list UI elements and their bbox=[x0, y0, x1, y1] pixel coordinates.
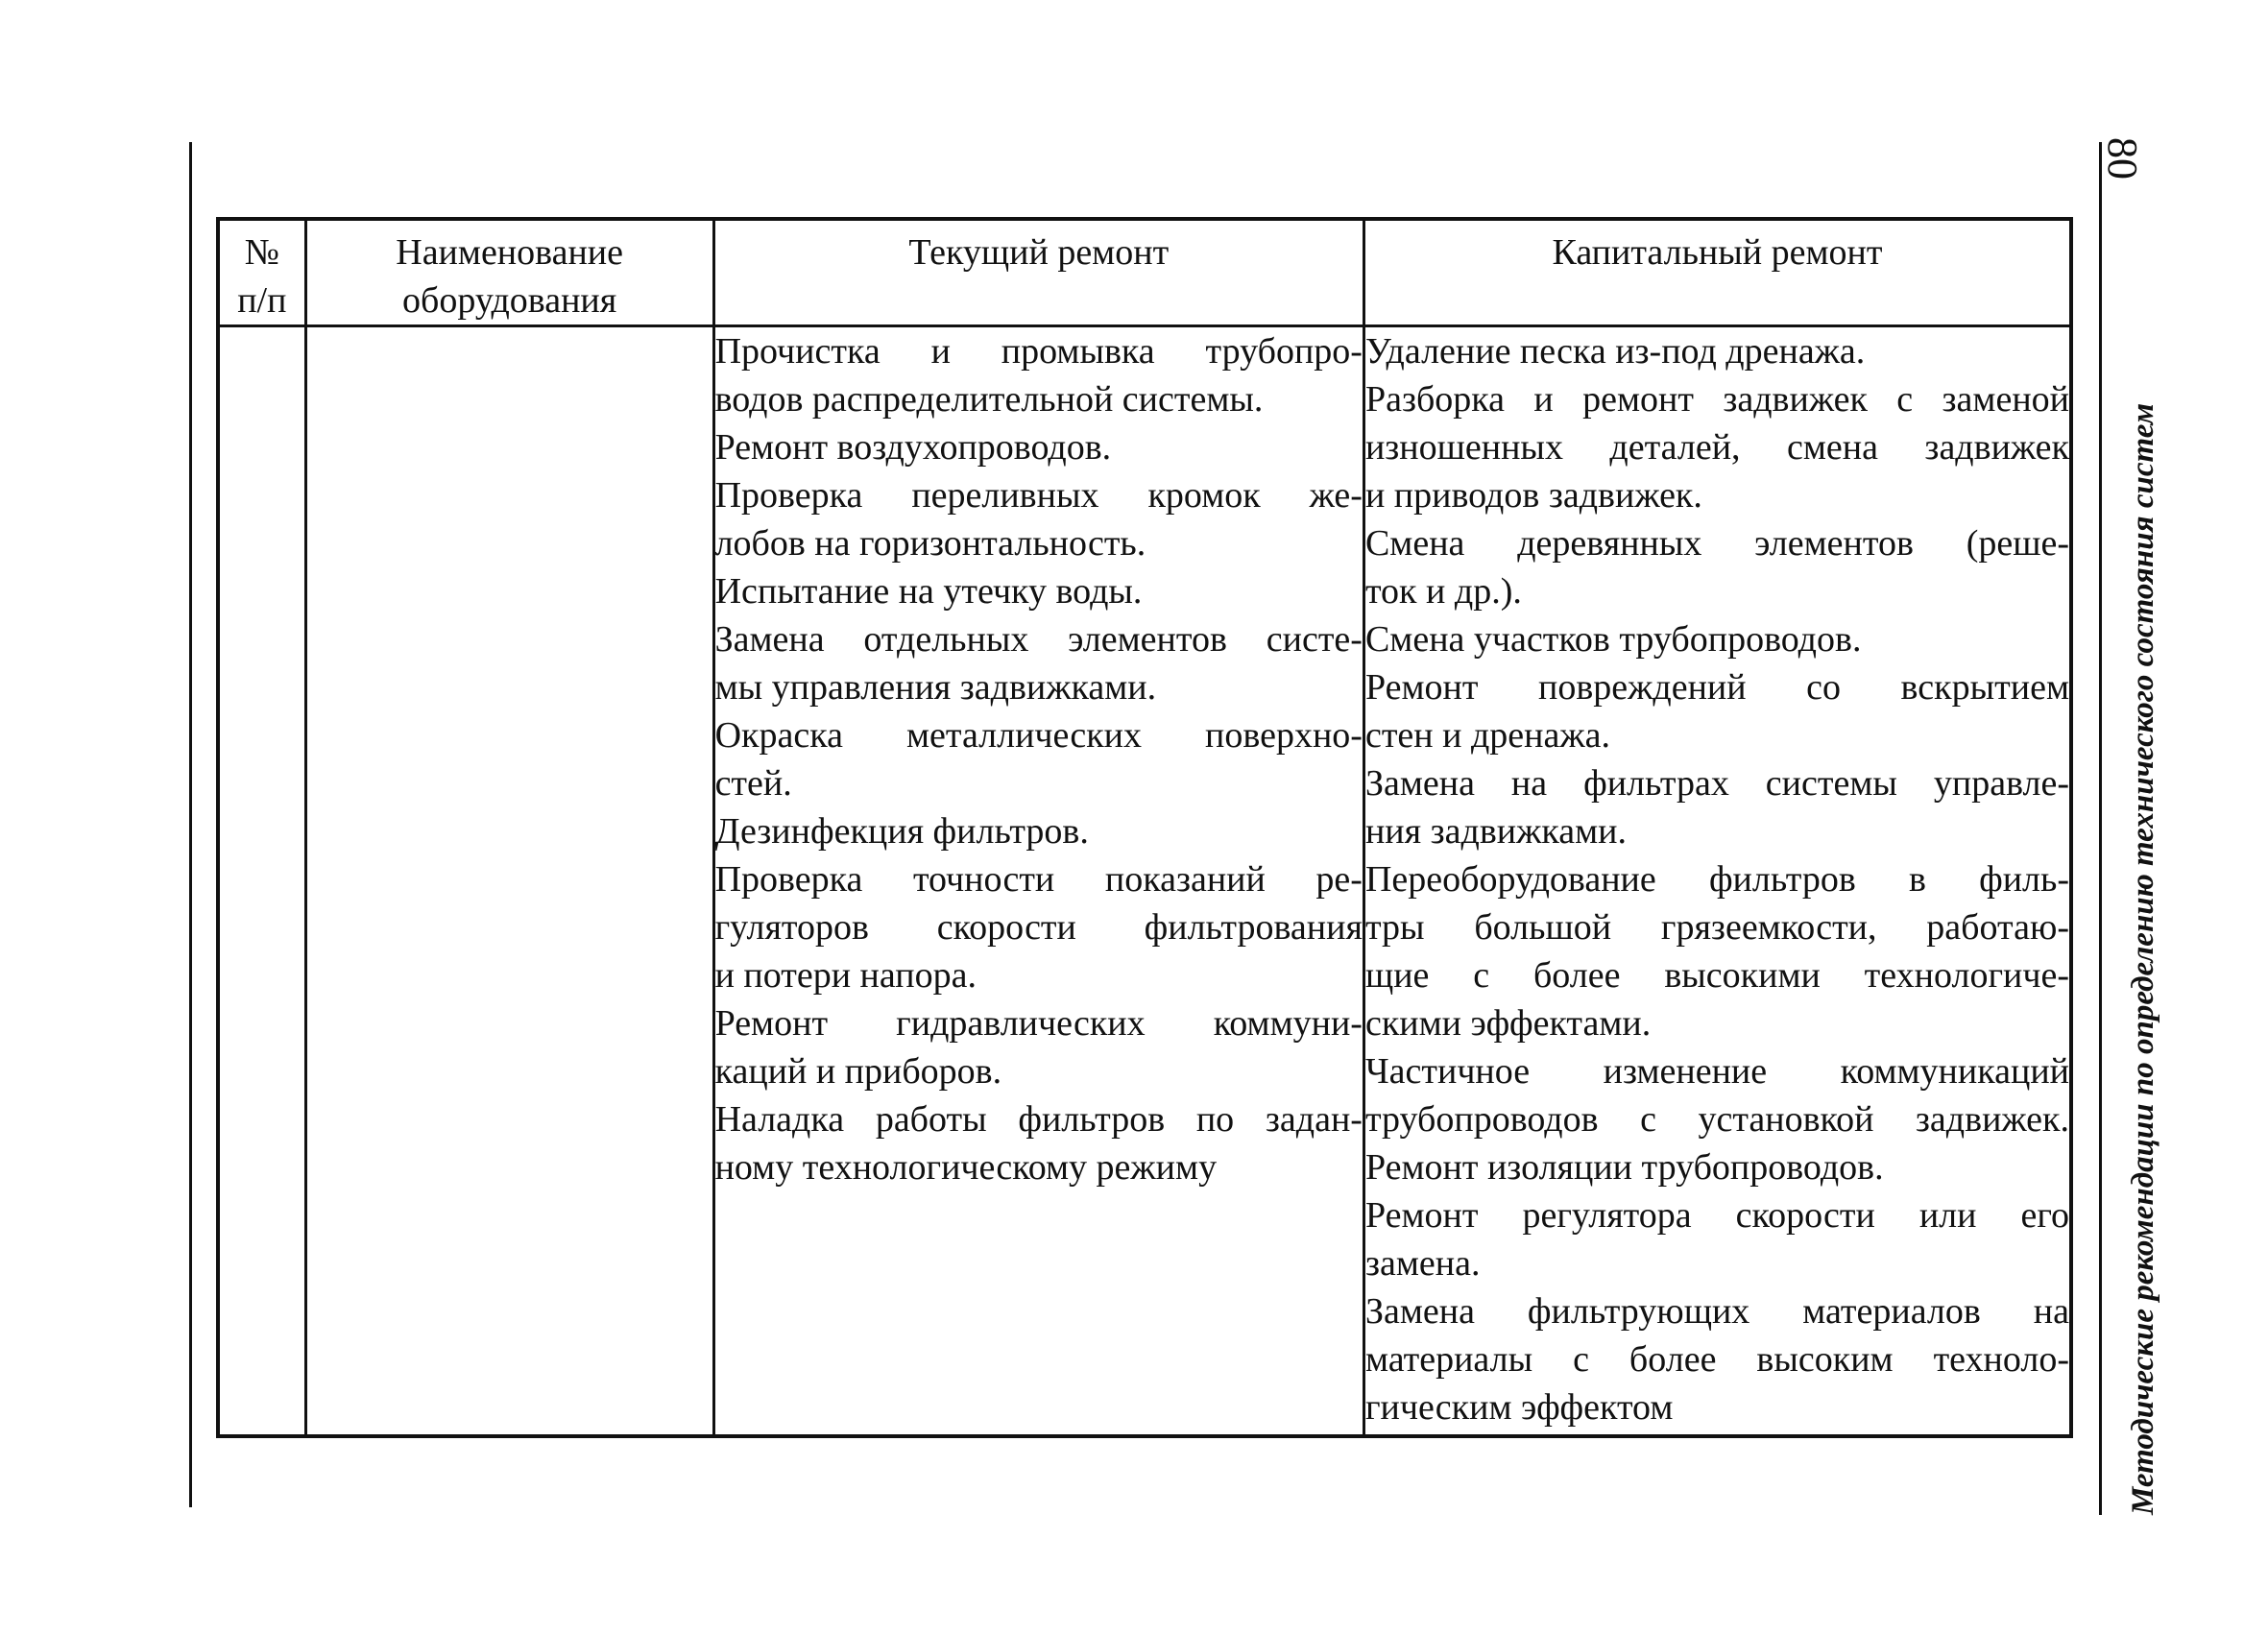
capital-line: Разборка и ремонт задвижек с заменой bbox=[1364, 379, 2069, 420]
capital-line: Ремонт изоляции трубопроводов. bbox=[1364, 1147, 1884, 1188]
current-line: Проверка переливных кромок же- bbox=[714, 475, 1363, 516]
current-line: каций и приборов. bbox=[714, 1051, 1002, 1092]
capital-line: изношенных деталей, смена задвижек bbox=[1364, 427, 2069, 468]
header-num bbox=[218, 219, 305, 326]
current-line: Проверка точности показаний ре- bbox=[714, 859, 1363, 900]
capital-line: Ремонт регулятора скорости или его bbox=[1364, 1195, 2069, 1236]
page-number: 80 bbox=[2099, 137, 2146, 180]
capital-line: Замена на фильтрах системы управле- bbox=[1364, 763, 2069, 804]
capital-line: Смена участков трубопроводов. bbox=[1364, 619, 1862, 660]
current-line: мы управления задвижками. bbox=[714, 667, 1157, 708]
current-line: ному технологическому режиму bbox=[714, 1147, 1218, 1188]
capital-line: трубопроводов с установкой задвижек. bbox=[1364, 1099, 2069, 1140]
capital-line: скими эффектами. bbox=[1364, 1003, 1652, 1044]
capital-line: щие с более высокими технологиче- bbox=[1364, 955, 2069, 996]
current-line: водов распределительной системы. bbox=[714, 379, 1264, 420]
capital-line: Переоборудование фильтров в филь- bbox=[1364, 859, 2069, 900]
current-line: Ремонт воздухопроводов. bbox=[714, 427, 1112, 468]
current-line: Испытание на утечку воды. bbox=[714, 571, 1143, 612]
capital-line: и приводов задвижек. bbox=[1364, 475, 1702, 516]
header-name-line-1: Наименование bbox=[396, 232, 623, 273]
header-num-line-1: № bbox=[244, 232, 279, 273]
repair-table bbox=[216, 217, 2073, 1438]
current-line: Наладка работы фильтров по задан- bbox=[714, 1099, 1363, 1140]
table-row bbox=[218, 326, 2071, 1437]
header-num-line-2: п/п bbox=[237, 280, 287, 321]
capital-line: замена. bbox=[1364, 1243, 1481, 1284]
table-header-row bbox=[218, 219, 2071, 326]
capital-line: стен и дренажа. bbox=[1364, 715, 1610, 756]
right-margin-rule bbox=[2099, 142, 2102, 1515]
current-line: Ремонт гидравлических коммуни- bbox=[714, 1003, 1363, 1044]
current-line: Прочистка и промывка трубопро- bbox=[714, 331, 1363, 372]
current-line: лобов на горизонтальность. bbox=[714, 523, 1146, 564]
cell-num bbox=[218, 326, 305, 1437]
capital-line: материалы с более высоким техноло- bbox=[1364, 1339, 2069, 1380]
capital-line: Частичное изменение коммуникаций bbox=[1364, 1051, 2069, 1092]
capital-line: ния задвижками. bbox=[1364, 811, 1627, 852]
left-margin-rule bbox=[189, 142, 192, 1507]
running-title: Методические рекомендации по определению технического состояния систем bbox=[2126, 402, 2160, 1515]
capital-line: гическим эффектом bbox=[1364, 1387, 1674, 1428]
cell-name bbox=[305, 326, 713, 1437]
cell-capital-repair bbox=[1363, 326, 2071, 1437]
current-line: Дезинфекция фильтров. bbox=[714, 811, 1089, 852]
current-line: и потери напора. bbox=[714, 955, 977, 996]
capital-line: тры большой грязеемкости, работаю- bbox=[1364, 907, 2069, 948]
header-name-line-2: оборудования bbox=[402, 280, 617, 321]
capital-line: Удаление песка из-под дренажа. bbox=[1364, 331, 1866, 372]
header-name bbox=[305, 219, 713, 326]
current-line: гуляторов скорости фильтрования bbox=[714, 907, 1363, 948]
current-line: стей. bbox=[714, 763, 792, 804]
header-capital-repair: Капитальный ремонт bbox=[1363, 219, 2071, 326]
header-current-repair: Текущий ремонт bbox=[713, 219, 1363, 326]
capital-line: Ремонт повреждений со вскрытием bbox=[1364, 667, 2069, 708]
current-line: Окраска металлических поверхно- bbox=[714, 715, 1363, 756]
current-line: Замена отдельных элементов систе- bbox=[714, 619, 1363, 660]
capital-line: ток и др.). bbox=[1364, 571, 1522, 612]
cell-current-repair bbox=[713, 326, 1363, 1437]
capital-line: Смена деревянных элементов (реше- bbox=[1364, 523, 2069, 564]
capital-line: Замена фильтрующих материалов на bbox=[1364, 1291, 2069, 1332]
